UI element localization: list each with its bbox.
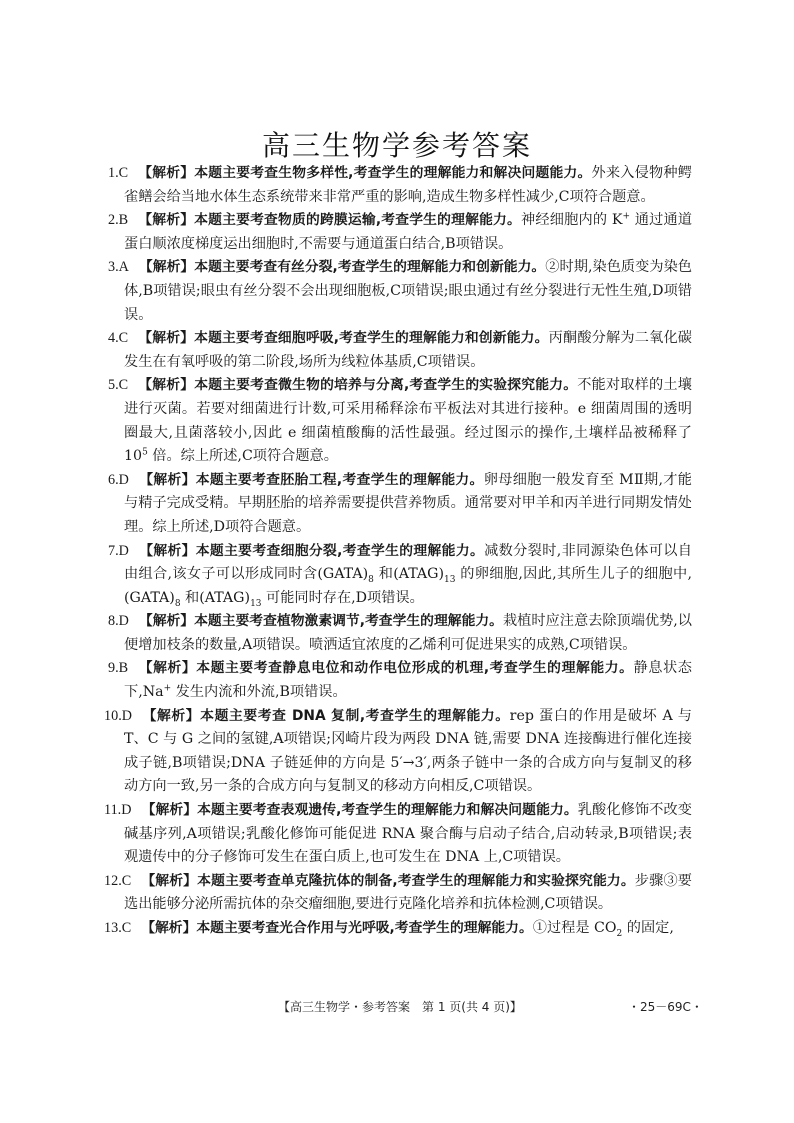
analysis-text: 不能对取样的土壤进行灭菌。若要对细菌进行计数,可采用稀释涂布平板法对其进行接种。e 细菌周围的透明圈最大,且菌落较小,因此 e 细菌植酸酶的活性最强。经过图示的操作,土壤样品被稀释了 10 xyxy=(124,377,692,465)
answer-item-10 xyxy=(104,705,692,799)
page-title: 高三生物学参考答案 xyxy=(261,129,532,162)
subscript: 8 xyxy=(368,574,374,585)
item-number: 1.C xyxy=(108,165,129,181)
analysis-heading: 【解析】本题主要考查光合作用与光呼吸,考查学生的理解能力。 xyxy=(141,920,533,936)
analysis-text: 通过通道蛋白顺浓度梯度运出细胞时,不需要与通道蛋白结合,B项错误。 xyxy=(124,212,692,252)
analysis-heading: 【解析】本题主要考查生物多样性,考查学生的理解能力和解决问题能力。 xyxy=(138,165,592,181)
analysis-text: 和(ATAG) xyxy=(373,566,445,583)
superscript: + xyxy=(163,683,172,694)
subscript: 2 xyxy=(616,928,623,939)
analysis-heading: 【解析】本题主要考查 DNA 复制,考查学生的理解能力。 xyxy=(141,707,510,724)
analysis-text: ①过程是 CO xyxy=(532,920,617,936)
superscript: 5 xyxy=(142,447,148,458)
analysis-text: 和(ATAG) xyxy=(180,589,251,606)
analysis-text: 步骤③要选出能够分泌所需抗体的杂交瘤细胞,要进行克隆化培养和抗体检测,C项错误。 xyxy=(124,872,692,913)
item-number: 4.C xyxy=(108,330,129,347)
subscript: 13 xyxy=(250,598,262,609)
analysis-text: 减数分裂时,非同源染色体可以自由组合,该女子可以形成同时含(GATA) xyxy=(124,542,692,583)
item-number: 3.A xyxy=(108,259,129,276)
answer-item-8 xyxy=(108,610,692,657)
answer-item-2 xyxy=(108,209,692,256)
answer-item-11 xyxy=(104,799,692,870)
answer-item-1 xyxy=(108,162,692,209)
analysis-heading: 【解析】本题主要考查细胞分裂,考查学生的理解能力。 xyxy=(138,542,485,559)
analysis-text: 可能同时存在,D项错误。 xyxy=(261,589,424,606)
analysis-heading: 【解析】本题主要考查单克隆抗体的制备,考查学生的理解能力和实验探究能力。 xyxy=(141,872,635,889)
item-number: 12.C xyxy=(104,872,132,889)
analysis-heading: 【解析】本题主要考查表观遗传,考查学生的理解能力和解决问题能力。 xyxy=(141,802,578,819)
answer-item-4 xyxy=(108,327,692,374)
answer-item-12 xyxy=(104,870,692,917)
item-number: 9.B xyxy=(108,660,129,677)
analysis-heading: 【解析】本题主要考查植物激素调节,考查学生的理解能力。 xyxy=(138,613,503,630)
analysis-text: 乳酸化修饰不改变碱基序列,A项错误;乳酸化修饰可能促进 RNA 聚合酶与启动子结合,启动转录,B项错误;表观遗传中的分子修饰可发生在蛋白质上,也可发生在 DNA 上,C项错误。 xyxy=(124,802,692,866)
item-number: 2.B xyxy=(108,212,129,229)
analysis-text: 卵母细胞一般发育至 MⅡ期,才能与精子完成受精。早期胚胎的培养需要提供营养物质。通常要对甲羊和丙羊进行同期发情处理。综上所述,D项符合题意。 xyxy=(124,471,692,535)
analysis-heading: 【解析】本题主要考查物质的跨膜运输,考查学生的理解能力。 xyxy=(138,212,521,229)
analysis-text: 栽植时应注意去除顶端优势,以便增加枝条的数量,A项错误。喷洒适宜浓度的乙烯利可促进果实的成熟,C项错误。 xyxy=(124,613,692,653)
analysis-heading: 【解析】本题主要考查细胞呼吸,考查学生的理解能力和创新能力。 xyxy=(138,330,549,347)
answer-item-5 xyxy=(108,374,692,468)
answer-item-9 xyxy=(108,657,692,704)
item-number: 7.D xyxy=(108,542,129,559)
item-number: 10.D xyxy=(104,707,132,724)
analysis-text: 静息状态下,Na xyxy=(124,660,692,701)
item-number: 13.C xyxy=(104,920,132,936)
item-number: 11.D xyxy=(104,802,132,819)
answer-item-6 xyxy=(108,469,692,540)
analysis-text: 倍。综上所述,C项符合题意。 xyxy=(147,448,338,465)
analysis-heading: 【解析】本题主要考查微生物的培养与分离,考查学生的实验探究能力。 xyxy=(138,377,578,394)
answer-list xyxy=(104,162,692,941)
analysis-text: rep 蛋白的作用是破坏 A 与 T、C 与 G 之间的氢键,A项错误;冈崎片段为两段 DNA 链,需要 DNA 连接酶进行催化连接成子链,B项错误;DNA 子链延伸的方向是 5′→3′,两条子链中一条的合成方向与复制叉的移动方向一致,另一条的合成方向与复制叉的移动方向相反,C项错误。 xyxy=(124,707,692,795)
answer-item-3 xyxy=(108,256,692,327)
analysis-text: 的卵细胞,因此,其所生儿子的细胞中,(GATA) xyxy=(124,566,692,606)
analysis-text: 外来入侵物种鳄雀鳝会给当地水体生态系统带来非常严重的影响,造成生物多样性减少,C项符合题意。 xyxy=(124,165,692,205)
analysis-heading: 【解析】本题主要考查胚胎工程,考查学生的理解能力。 xyxy=(138,471,484,488)
analysis-text: ②时期,染色质变为染色体,B项错误;眼虫有丝分裂不会出现细胞板,C项错误;眼虫通过有丝分裂进行无性生殖,D项错误。 xyxy=(124,259,692,323)
analysis-text: 的固定, xyxy=(622,920,674,936)
footer-page-info: 【高三生物学・参考答案 第 1 页(共 4 页)】 xyxy=(278,1000,522,1014)
superscript: + xyxy=(622,211,631,222)
analysis-text: 发生内流和外流,B项错误。 xyxy=(171,684,347,701)
analysis-heading: 【解析】本题主要考查静息电位和动作电位形成的机理,考查学生的理解能力。 xyxy=(138,660,634,677)
item-number: 5.C xyxy=(108,377,129,394)
analysis-text: 神经细胞内的 K xyxy=(521,212,623,229)
page-footer xyxy=(0,998,794,1018)
subscript: 8 xyxy=(174,598,181,609)
item-number: 6.D xyxy=(108,471,129,488)
analysis-text: 丙酮酸分解为二氧化碳发生在有氧呼吸的第二阶段,场所为线粒体基质,C项错误。 xyxy=(124,330,692,370)
analysis-heading: 【解析】本题主要考查有丝分裂,考查学生的理解能力和创新能力。 xyxy=(138,259,546,276)
footer-code: ・25－69C・ xyxy=(628,1000,703,1014)
answer-item-7 xyxy=(108,540,692,611)
subscript: 13 xyxy=(444,574,456,585)
answer-item-13 xyxy=(104,917,692,941)
item-number: 8.D xyxy=(108,613,129,630)
